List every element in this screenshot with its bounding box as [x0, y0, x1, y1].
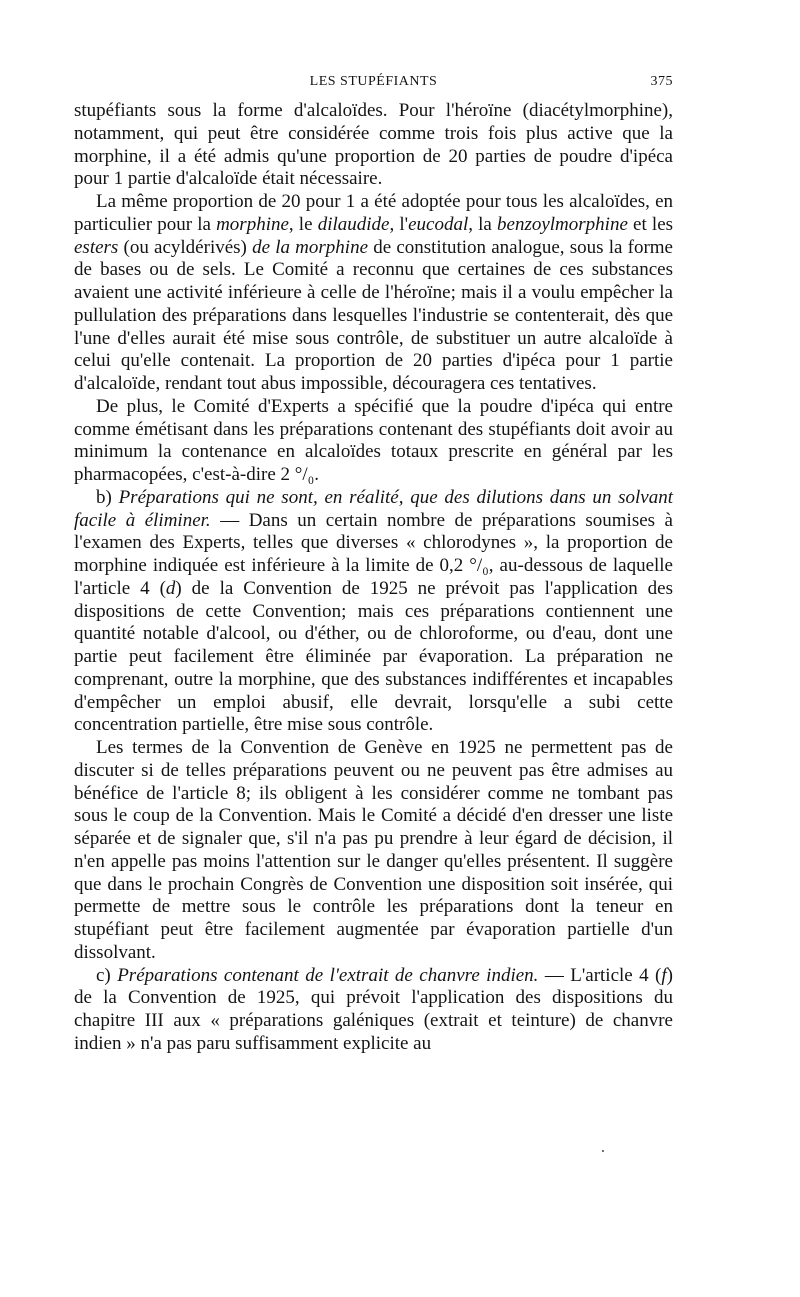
text-run: , l': [389, 213, 409, 235]
italic-text: d: [165, 577, 176, 599]
italic-text: eucodal: [408, 213, 469, 235]
italic-text: Préparations contenant de l'extrait de chanvre indien.: [117, 964, 539, 986]
text-run: c): [96, 964, 118, 986]
italic-text: de la morphine: [252, 236, 368, 258]
text-run: ) de la Convention de 1925, qui prévoit l'application des dispositions du chapitre III aux « préparations galéniques (extrait et teinture) de chanvre indien » n'a pas paru suffisamment explicite au: [74, 964, 673, 1054]
italic-text: f: [661, 964, 667, 986]
text-run: — Dans un certain nombre de préparations soumises à l'examen des Experts, telles que diverses « chlorodynes », la proportion de morphine indiquée est inférieure à la limite de 0,2 °/₀, au-dessous de laquelle l'article 4 (: [74, 509, 673, 599]
text-run: (ou acyldérivés): [118, 236, 253, 258]
italic-text: benzoylmorphine: [497, 213, 628, 235]
text-run: b): [96, 486, 119, 508]
paragraph: [74, 487, 673, 737]
text-run: , la: [468, 213, 498, 235]
text-run: La même proportion de 20 pour 1 a été adoptée pour tous les alcaloïdes, en particulier pour la: [74, 191, 673, 235]
italic-text: dilaudide: [317, 213, 390, 235]
italic-text: Préparations qui ne sont, en réalité, que des dilutions dans un solvant facile à éliminer.: [74, 486, 673, 531]
italic-text: esters: [74, 236, 119, 258]
paragraph: [74, 965, 673, 1056]
text-run: ) de la Convention de 1925 ne prévoit pas l'application des dispositions de cette Convention; mais ces préparations contiennent une quantité notable d'alcool, ou d'éther, ou de chloroforme, ou d'eau, dont une partie peut facilement être éliminée par évaporation. La préparation ne comprenant, outre la morphine, que des substances indifférentes et incapables d'empêcher un emploi abusif, elle devrait, lorsqu'elle a subi cette concentration partielle, être mise sous contrôle.: [74, 577, 674, 736]
paragraph: [74, 737, 673, 965]
text-run: De plus, le Comité d'Experts a spécifié que la poudre d'ipéca qui entre comme émétisant dans les préparations contenant des stupéfiants doit avoir au minimum la contenance en alcaloïdes totaux prescrite en général par les pharmacopées, c'est-à-dire 2 °/₀.: [74, 395, 673, 485]
italic-text: morphine: [216, 213, 289, 235]
text-run: , le: [288, 213, 318, 235]
page-number: 375: [650, 74, 673, 89]
text-run: stupéfiants sous la forme d'alcaloïdes. Pour l'héroïne (diacétylmorphine), notamment, qui peut être considérée comme trois fois plus active que la morphine, il a été admis qu'une proportion de 20 parties de poudre d'ipéca pour 1 partie d'alcaloïde était nécessaire.: [74, 100, 673, 190]
text-run: — L'article 4 (: [538, 964, 662, 986]
body-text: [74, 100, 673, 1056]
paragraph: [74, 396, 673, 487]
text-run: et les: [627, 213, 674, 235]
text-run: de constitution analogue, sous la forme de bases ou de sels. Le Comité a reconnu que certaines de ces substances avaient une activité inférieure à celle de l'héroïne; mais il a voulu empêcher la pullulation des préparations dans lesquelles l'industrie se contenterait, dès que l'une d'elles aurait été mise sous contrôle, de substituer un autre alcaloïde à celui qu'elle contenait. La proportion de 20 parties d'ipéca pour 1 partie d'alcaloïde, rendant tout abus impossible, découragera ces tentatives.: [74, 236, 673, 394]
paragraph: [74, 191, 673, 396]
running-header: [74, 74, 673, 96]
text-run: Les termes de la Convention de Genève en 1925 ne permettent pas de discuter si de telles préparations peuvent ou ne peuvent pas être admises au bénéfice de l'article 8; ils obligent à les considérer comme ne tombant pas sous le coup de la Convention. Mais le Comité a décidé d'en dresser une liste séparée et de signaler que, s'il n'a pas pu prendre à leur égard de décision, il n'en appelle pas moins l'attention sur le danger qu'elles présentent. Il suggère que dans le prochain Congrès de Convention une disposition soit insérée, qui permette de mettre sous le contrôle les préparations dont la teneur en stupéfiant peut être facilement augmentée par évaporation partielle d'un dissolvant.: [74, 737, 673, 963]
running-title: LES STUPÉFIANTS: [309, 74, 438, 89]
paragraph: [74, 100, 673, 191]
ink-speck: [602, 1150, 604, 1152]
